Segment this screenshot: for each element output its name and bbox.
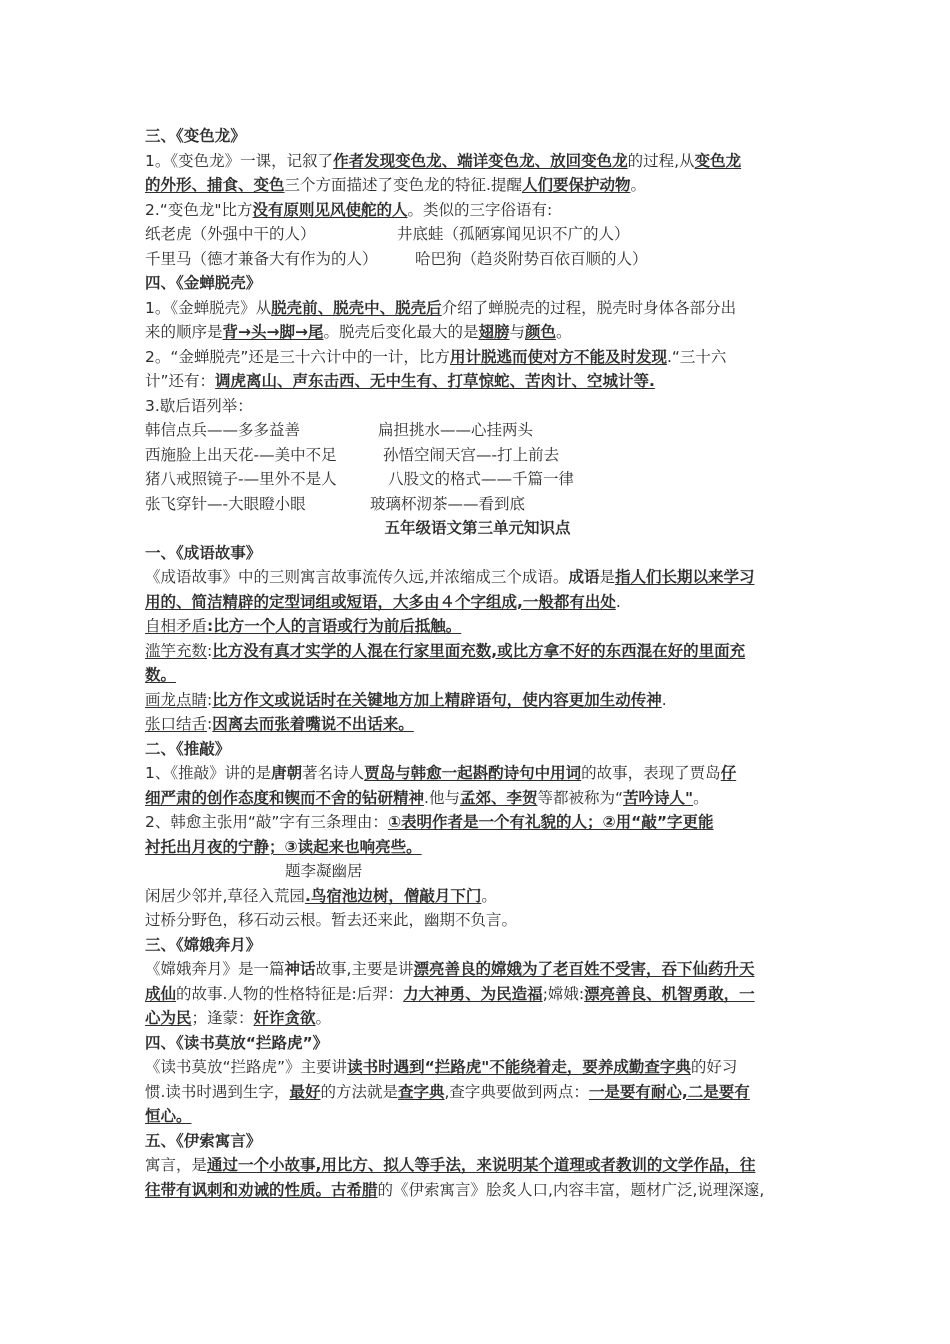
key-phrase: 最好 <box>289 1082 321 1101</box>
key-phrase: 力大神勇、为民造福 <box>403 984 543 1003</box>
section-title: 五、《伊索寓言》 <box>145 1131 262 1150</box>
paragraph-line <box>145 198 810 223</box>
text: 闲居少邻并,草径入荒园 <box>145 886 305 905</box>
section-title: 二、《推敲》 <box>145 739 231 758</box>
paragraph-line <box>145 345 810 370</box>
idiom-meaning: 比方没有真才实学的人混在行家里面充数,或比方拿不好的东西混在好的里面充 <box>212 641 746 660</box>
text: 2。“金蝉脱壳”还是三十六计中的一计，比方 <box>145 347 450 366</box>
section-title: 四、《金蝉脱壳》 <box>145 274 262 292</box>
saying: 井底蛙（孤陋寡闻见识不广的人） <box>397 225 630 243</box>
xiehouyu: 八股文的格式——千篇一律 <box>388 470 575 488</box>
text: . <box>615 592 621 611</box>
paragraph-line <box>145 835 810 860</box>
saying-row <box>145 222 810 247</box>
text: 。 <box>693 788 709 807</box>
key-phrase: 孟郊、李贺 <box>459 788 538 807</box>
key-phrase: 细严肃的创作态度和锲而不舍的钻研精神 <box>145 788 425 807</box>
key-phrase: 古希腊 <box>331 1180 378 1199</box>
paragraph-line <box>145 1178 810 1203</box>
saying: 千里马（德才兼备大有作为的人） <box>145 249 378 268</box>
xiehouyu: 孙悟空闹天宫—-打上前去 <box>383 445 560 464</box>
section-title: 三、《嫦娥奔月》 <box>145 935 262 954</box>
xiehouyu-row <box>145 467 810 492</box>
text: ,查字典要做到两点： <box>444 1082 589 1101</box>
paragraph-line <box>145 982 810 1007</box>
xiehouyu: 韩信点兵——多多益善 <box>145 421 301 439</box>
idiom-meaning: 比方作文或说话时在关键地方加上精辟语句，使内容更加生动传神 <box>212 690 662 709</box>
key-phrase: 用的、简洁精辟的定型词组或短语，大多由４个字组成,一般都有出处 <box>145 592 616 611</box>
paragraph-line <box>145 1153 810 1178</box>
paragraph-line <box>145 320 810 345</box>
text: .他与 <box>424 788 460 807</box>
key-word: 成语 <box>568 568 600 586</box>
text: 《嫦娥奔月》是一篇 <box>145 960 285 978</box>
text: ；逢蒙： <box>191 1009 254 1027</box>
text: 三个方面描述了变色龙的特征.提醒 <box>284 176 522 194</box>
idiom: 画龙点睛 <box>145 690 208 709</box>
text: 。 <box>556 323 572 341</box>
key-word: 神话 <box>284 960 316 978</box>
xiehouyu-row <box>145 418 810 443</box>
text: 的故事.人物的性格特征是:后羿： <box>176 984 404 1003</box>
idiom-meaning: 因离去而张着嘴说不出话来。 <box>212 715 414 733</box>
text: 《读书莫放“拦路虎”》主要讲 <box>145 1058 348 1076</box>
key-phrase: 指人们长期以来学习 <box>614 568 755 586</box>
unit-heading: 五年级语文第三单元知识点 <box>384 519 571 537</box>
key-phrase: .鸟宿池边树，僧敲月下门 <box>304 886 482 905</box>
saying-row <box>145 247 810 272</box>
text: 来的顺序是 <box>145 323 223 341</box>
text: 的过程,从 <box>627 151 695 170</box>
key-phrase: 贾岛与韩愈一起斟酌诗句中用词 <box>364 764 582 782</box>
key-phrase: 往带有讽刺和劝诫的性质。 <box>145 1180 332 1199</box>
text: 介绍了蝉脱壳的过程，脱壳时身体各部分出 <box>441 298 737 317</box>
text: . <box>661 690 667 709</box>
key-phrase: 颜色 <box>525 323 557 341</box>
text: 等都被称为“ <box>537 788 623 807</box>
section-title: 三、《变色龙》 <box>145 127 246 145</box>
key-phrase: 漂亮善良、机智勇敢，一 <box>584 984 755 1003</box>
text: 与 <box>509 323 526 341</box>
key-phrase: 查字典 <box>397 1082 445 1101</box>
xiehouyu-row <box>145 492 810 517</box>
idiom-line <box>145 712 810 737</box>
text: 。 <box>630 176 646 194</box>
text: 。类似的三字俗语有: <box>407 200 553 219</box>
paragraph-line <box>145 1006 810 1031</box>
text: : <box>207 715 213 733</box>
key-phrase: 成仙 <box>145 984 177 1003</box>
paragraph-line: 3.歇后语列举： <box>145 396 253 415</box>
text: 计”还有： <box>145 372 216 390</box>
paragraph-line <box>145 173 810 198</box>
idiom: 滥竽充数 <box>145 641 208 660</box>
text: 著名诗人 <box>302 764 365 782</box>
key-phrase: 人们要保护动物 <box>521 176 631 194</box>
key-phrase: ①表明作者是一个有礼貌的人；②用“敲”字更能 <box>387 813 714 831</box>
text: : <box>207 690 213 709</box>
poem-line: 过桥分野色，移石动云根。暂去还来此，幽期不负言。 <box>145 911 518 929</box>
xiehouyu: 猪八戒照镜子-—里外不是人 <box>145 470 337 488</box>
text: 故事,主要是讲 <box>315 960 414 978</box>
key-phrase: 翅膀 <box>478 323 510 341</box>
key-phrase: 脱壳前、脱壳中、脱壳后 <box>271 298 442 317</box>
text: ;嫦娥: <box>542 984 585 1003</box>
xiehouyu: 玻璃杯沏茶——看到底 <box>370 494 526 513</box>
key-phrase: 没有原则见风使舵的人 <box>252 200 408 219</box>
text: 的《伊索寓言》脍炙人口,内容丰富，题材广泛,说理深邃, <box>377 1180 765 1199</box>
key-phrase: 读书时遇到“拦路虎"不能绕着走，要养成勤查字典 <box>347 1058 691 1076</box>
key-phrase: 心为民 <box>145 1009 192 1027</box>
text: 《成语故事》中的三则寓言故事流传久远,并浓缩成三个成语。 <box>145 568 569 586</box>
text: 。 <box>481 886 497 905</box>
paragraph-line <box>145 1080 810 1105</box>
text: 寓言，是 <box>145 1156 208 1174</box>
key-phrase: 恒心。 <box>145 1107 192 1125</box>
document-page <box>145 124 810 1202</box>
key-phrase: 奸诈贪欲 <box>253 1009 316 1027</box>
key-phrase: 衬托出月夜的宁静；③读起来也响亮些。 <box>145 837 422 856</box>
idiom-line <box>145 639 810 664</box>
saying: 哈巴狗（趋炎附势百依百顺的人） <box>415 249 648 268</box>
key-phrase: 漂亮善良的嫦娥为了老百姓不受害，吞下仙药升天 <box>413 960 755 978</box>
key-phrase: 的外形、捕食、变色 <box>145 176 285 194</box>
poem-title: 题李凝幽居 <box>285 862 363 880</box>
key-phrase: 仔 <box>720 764 737 782</box>
key-phrase: 苦吟诗人" <box>623 788 694 807</box>
text: 的故事，表现了贾岛 <box>581 764 721 782</box>
idiom-meaning: 数。 <box>145 666 177 684</box>
idiom-line <box>145 688 810 713</box>
text: 的方法就是 <box>320 1082 398 1101</box>
poem-line <box>145 884 810 909</box>
text: 是 <box>599 568 615 586</box>
text: 的好习 <box>690 1058 738 1076</box>
text: 2、韩愈主张用“敲”字有三条理由： <box>145 813 388 831</box>
paragraph-line <box>145 296 810 321</box>
section-title: 四、《读书莫放“拦路虎”》 <box>145 1033 329 1052</box>
paragraph-line <box>145 1055 810 1080</box>
paragraph-line <box>145 1104 810 1129</box>
key-phrase: 通过一个小故事,用比方、拟人等手法，来说明某个道理或者教训的文学作品，往 <box>207 1156 756 1174</box>
key-word: 唐朝 <box>271 764 303 782</box>
idiom-meaning: :比方一个人的言语或行为前后抵触。 <box>207 617 462 635</box>
paragraph-line <box>145 786 810 811</box>
text: 1、《推敲》讲的是 <box>145 764 272 782</box>
idiom: 张口结舌 <box>145 715 208 733</box>
paragraph-line <box>145 149 810 174</box>
key-phrase: 背→头→脚→尾 <box>222 323 324 341</box>
text: 。脱壳后变化最大的是 <box>323 323 479 341</box>
paragraph-line <box>145 590 810 615</box>
xiehouyu: 扁担挑水——心挂两头 <box>378 421 534 439</box>
text: 。 <box>315 1009 332 1027</box>
section-title: 一、《成语故事》 <box>145 543 262 562</box>
text: 2.“变色龙"比方 <box>145 200 253 219</box>
key-phrase: 调虎离山、声东击西、无中生有、打草惊蛇、苦肉计、空城计等. <box>215 372 655 390</box>
text: 惯.读书时遇到生字， <box>145 1082 290 1101</box>
xiehouyu: 张飞穿针—-大眼瞪小眼 <box>145 494 306 513</box>
idiom: 自相矛盾 <box>145 617 208 635</box>
xiehouyu: 西施脸上出天花-—美中不足 <box>145 445 337 464</box>
xiehouyu-row <box>145 443 810 468</box>
text: 1。《金蝉脱壳》从 <box>145 298 272 317</box>
text: .“三十六 <box>666 347 727 366</box>
paragraph-line <box>145 957 810 982</box>
key-phrase: 用计脱逃而使对方不能及时发现 <box>449 347 667 366</box>
poem-title-line <box>145 859 810 884</box>
key-phrase: 作者发现变色龙、端详变色龙、放回变色龙 <box>333 151 628 170</box>
key-phrase: 变色龙 <box>694 151 742 170</box>
paragraph-line <box>145 810 810 835</box>
text: 1。《变色龙》一课，记叙了 <box>145 151 334 170</box>
saying: 纸老虎（外强中干的人） <box>145 225 316 243</box>
idiom-line <box>145 614 810 639</box>
paragraph-line <box>145 761 810 786</box>
idiom-line <box>145 663 810 688</box>
key-phrase: 一是要有耐心,二是要有 <box>588 1082 750 1101</box>
paragraph-line <box>145 369 810 394</box>
text: : <box>207 641 213 660</box>
paragraph-line <box>145 565 810 590</box>
